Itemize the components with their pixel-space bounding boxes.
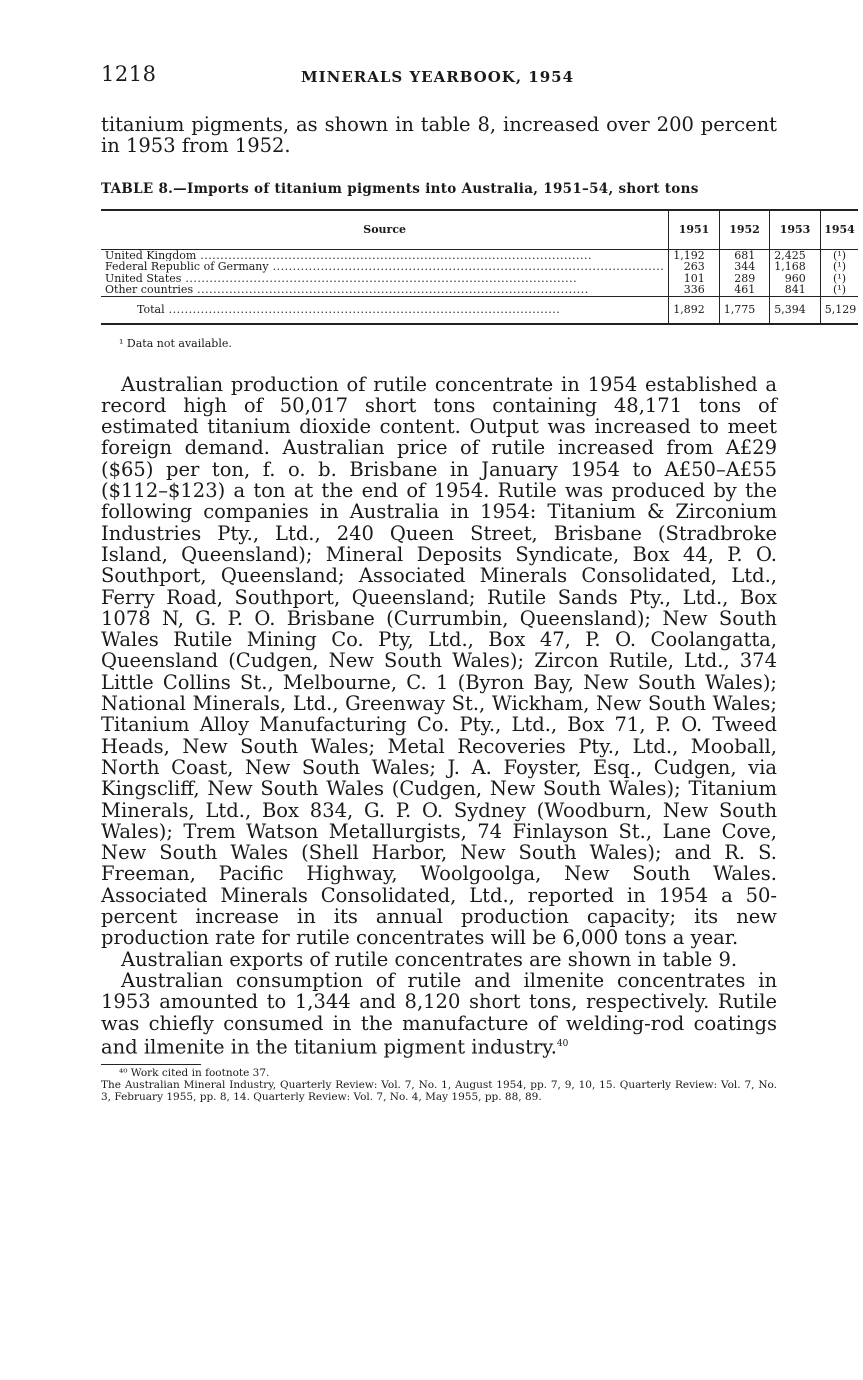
row-source	[101, 284, 669, 296]
cell-1953: 960	[770, 273, 821, 285]
exports-paragraph: Australian exports of rutile concentrates are shown in table 9.	[121, 947, 738, 971]
consumption-text: Australian consumption of rutile and ilmenite concentrates in 1953 amounted to 1,344 and 8,120 short tons, respectively. Rutile was chiefly consumed in the manufacture of welding-rod coatings and ilmenite in the titanium pigment industry.	[101, 968, 777, 1059]
total-label: Total	[137, 302, 165, 316]
imports-table	[101, 209, 858, 325]
cell-1954: (¹)	[820, 273, 858, 285]
page-number: 1218	[101, 62, 157, 86]
running-title: MINERALS YEARBOOK, 1954	[301, 68, 575, 86]
production-paragraph: Australian production of rutile concentrate in 1954 established a record high of 50,017 short tons containing 48,171 tons of estimated titanium dioxide content. Output was increased to meet foreign demand. Australian price of rutile increased from A£29 ($65) per ton, f. o. b. Brisbane in January 1954 to A£50–A£55 ($112–$123) a ton at the end of 1954. Rutile was produced by the following companies in Australia in 1954: Titanium & Zirconium Industries Pty., Ltd., 240 Queen Street, Brisbane (Stradbroke Island, Queensland); Mineral Deposits Syndicate, Box 44, P. O. Southport, Queensland; Associated Minerals Consolidated, Ltd., Ferry Road, Southport, Queensland; Rutile Sands Pty., Ltd., Box 1078 N, G. P. O. Brisbane (Currumbin, Queensland); New South Wales Rutile Mining Co. Pty, Ltd., Box 47, P. O. Coolangatta, Queensland (Cudgen, New South Wales); Zircon Rutile, Ltd., 374 Little Collins St., Melbourne, C. 1 (Byron Bay, New South Wales); National Minerals, Ltd., Greenway St., Wickham, New South Wales; Titanium Alloy Manufacturing Co. Pty., Ltd., Box 71, P. O. Tweed Heads, New South Wales; Metal Recoveries Pty., Ltd., Mooball, North Coast, New South Wales; J. A. Foyster, Esq., Cudgen, via Kingscliff, New South Wales (Cudgen, New South Wales); Titanium Minerals, Ltd., Box 834, G. P. O. Sydney (Woodburn, New South Wales); Trem Watson Metallurgists, 74 Finlayson St., Lane Cove, New South Wales (Shell Harbor, New South Wales); and R. S. Freeman, Pacific Highway, Woolgoolga, New South Wales. Associated Minerals Consolidated, Ltd., reported in 1954 a 50-percent increase in its annual production capacity; its new production rate for rutile concentrates will be 6,000 tons a year.	[101, 372, 777, 950]
footnote-ref: 40	[556, 1038, 569, 1049]
intro-paragraph: titanium pigments, as shown in table 8, increased over 200 percent in 1953 from 1952.	[101, 113, 777, 158]
cell-1953: 2,425	[770, 249, 821, 261]
total-1954: 5,129	[820, 296, 858, 324]
column-header-1951: 1951	[669, 210, 720, 250]
row-source	[101, 249, 669, 261]
cell-1951: 101	[669, 273, 720, 285]
source-label: United Kingdom	[105, 249, 197, 262]
footnotes	[101, 1067, 777, 1103]
column-header-1954: 1954	[820, 210, 858, 250]
footnote-40: ⁴⁰ Work cited in footnote 37.	[119, 1066, 270, 1079]
table-row	[101, 284, 858, 296]
row-source	[101, 273, 669, 285]
document-page	[101, 62, 857, 1103]
footnote-divider	[101, 1064, 201, 1065]
cell-1954: (¹)	[820, 261, 858, 273]
cell-1951: 1,192	[669, 249, 720, 261]
cell-1953: 1,168	[770, 261, 821, 273]
column-header-1952: 1952	[719, 210, 770, 250]
page-header	[101, 62, 777, 92]
table-total-row	[101, 296, 858, 324]
table-footnote: ¹ Data not available.	[119, 336, 232, 350]
source-label: United States	[105, 272, 182, 285]
cell-1951: 336	[669, 284, 720, 296]
column-header-source: Source	[101, 210, 669, 250]
table-row	[101, 261, 858, 273]
cell-1954: (¹)	[820, 284, 858, 296]
total-1952: 1,775	[719, 296, 770, 324]
total-1953: 5,394	[770, 296, 821, 324]
cell-1953: 841	[770, 284, 821, 296]
row-source	[101, 261, 669, 273]
source-label: Federal Republic of Germany	[105, 261, 269, 273]
consumption-paragraph	[101, 970, 777, 1058]
table-caption: TABLE 8.—Imports of titanium pigments into Australia, 1951–54, short tons	[101, 180, 699, 197]
total-label-cell	[101, 296, 669, 324]
cell-1952: 681	[719, 249, 770, 261]
cell-1954: (¹)	[820, 249, 858, 261]
cell-1952: 344	[719, 261, 770, 273]
footnote-40-references: The Australian Mineral Industry, Quarterly Review: Vol. 7, No. 1, August 1954, pp. 7, 9, 10, 15. Quarterly Review: Vol. 7, No. 3, February 1955, pp. 8, 14. Quarterly Review: Vol. 7, No. 4, May 1955, pp. 88, 89.	[101, 1078, 777, 1103]
column-header-1953: 1953	[770, 210, 821, 250]
table-header-row	[101, 210, 858, 250]
source-label: Other countries	[105, 284, 194, 297]
total-1951: 1,892	[669, 296, 720, 324]
cell-1952: 289	[719, 273, 770, 285]
cell-1951: 263	[669, 261, 720, 273]
cell-1952: 461	[719, 284, 770, 296]
